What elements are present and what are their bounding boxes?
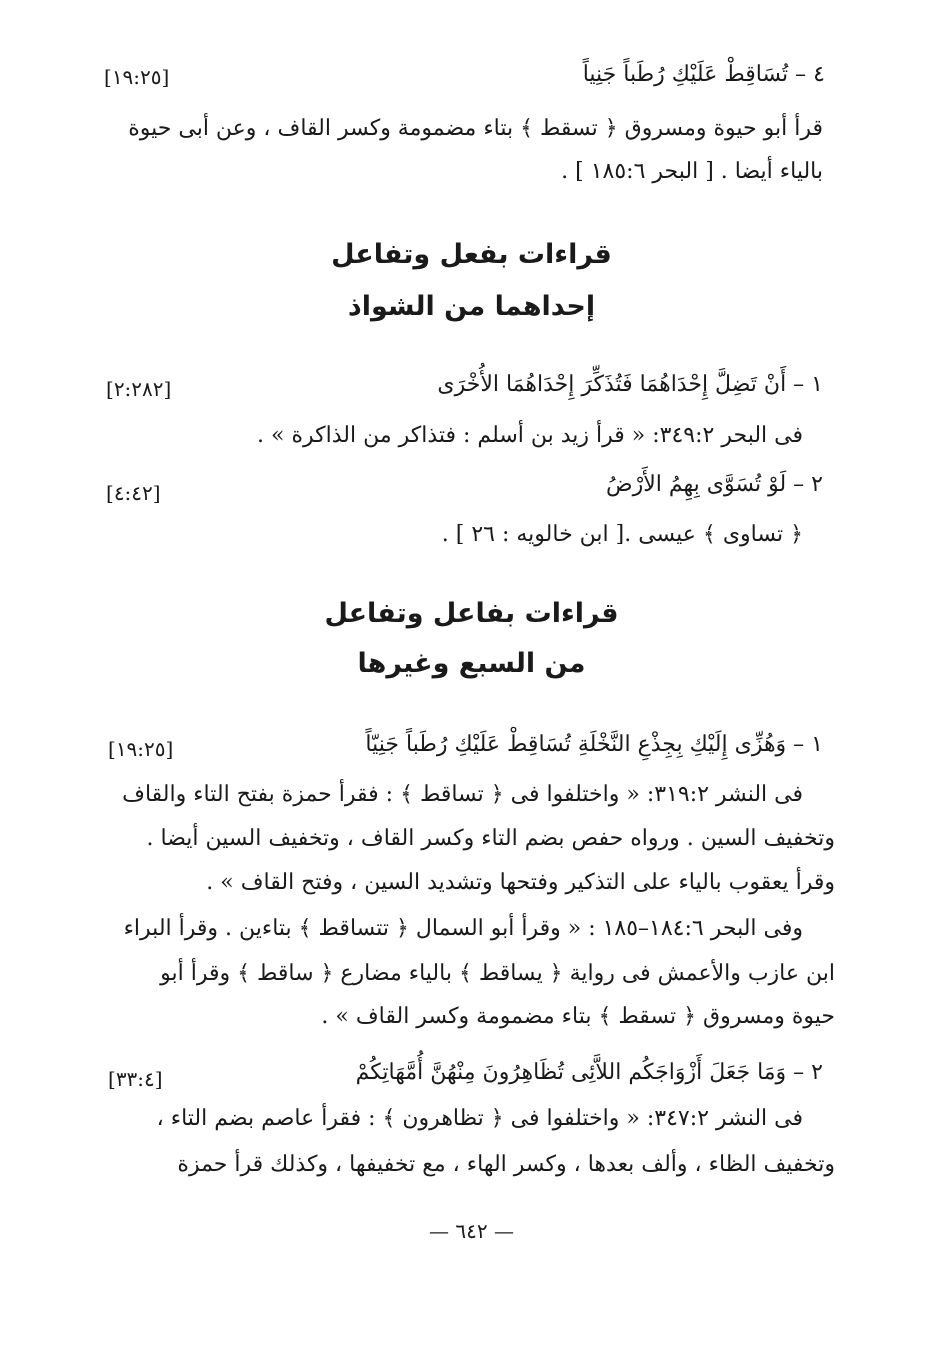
- verse-reference: [١٩:٢٥]: [108, 737, 174, 761]
- verse-reference: [١٩:٢٥]: [104, 65, 170, 89]
- section-title: قراءات بفعل وتفاعل: [331, 239, 612, 270]
- verse-line: ٢ – لَوْ تُسَوَّى بِهِمُ الأَرْضُ: [606, 472, 823, 497]
- commentary-line: وتخفيف الظاء ، وألف بعدها ، وكسر الهاء ، مع تخفيفها ، وكذلك قرأ حمزة: [177, 1152, 835, 1177]
- commentary-line: قرأ أبو حيوة ومسروق ﴿ تسقط ﴾ بتاء مضمومة وكسر القاف ، وعن أبى حيوة: [128, 116, 823, 141]
- commentary-line: فى النشر ٣١٩:٢: « واختلفوا فى ﴿ تساقط ﴾ : فقرأ حمزة بفتح التاء والقاف: [122, 782, 803, 807]
- commentary-line: ﴿ تساوى ﴾ عيسى .[ ابن خالويه : ٢٦ ] .: [441, 522, 803, 547]
- commentary-line: وتخفيف السين . ورواه حفص بضم التاء وكسر القاف ، وتخفيف السين أيضا .: [146, 826, 835, 851]
- commentary-line: ابن عازب والأعمش فى رواية ﴿ يساقط ﴾ بالياء مضارع ﴿ ساقط ﴾ وقرأ أبو: [160, 961, 835, 986]
- verse-line: ١ – أَنْ تَضِلَّ إِحْدَاهُمَا فَتُذَكِّرَ إِحْدَاهُمَا الأُخْرَى: [437, 372, 823, 397]
- verse-reference: [٤:٤٢]: [106, 481, 161, 505]
- commentary-line: بالياء أيضا . [ البحر ١٨٥:٦ ] .: [561, 159, 823, 184]
- section-title: قراءات بفاعل وتفاعل: [324, 598, 619, 629]
- verse-reference: [٢:٢٨٢]: [106, 377, 172, 401]
- verse-line: ٢ – وَمَا جَعَلَ أَزْوَاجَكُم اللاَّئِى تُظَاهِرُونَ مِنْهُنَّ أُمَّهَاتِكُمْ: [355, 1060, 823, 1085]
- section-subtitle: إحداهما من الشواذ: [347, 291, 596, 322]
- commentary-line: وقرأ يعقوب بالياء على التذكير وفتحها وتشديد السين ، وفتح القاف » .: [206, 870, 835, 895]
- verse-line: ١ – وَهُزِّى إِلَيْكِ بِجِذْعِ النَّخْلَةِ تُسَاقِطْ عَلَيْكِ رُطَباً جَنِيّاً: [365, 732, 823, 757]
- commentary-line: فى النشر ٣٤٧:٢: « واختلفوا فى ﴿ تظاهرون ﴾ : فقرأ عاصم بضم التاء ،: [156, 1106, 803, 1131]
- commentary-line: حيوة ومسروق ﴿ تسقط ﴾ بتاء مضمومة وكسر القاف » .: [321, 1004, 835, 1029]
- verse-reference: [٣٣:٤]: [108, 1067, 163, 1091]
- verse-line: ٤ – تُسَاقِطْ عَلَيْكِ رُطَباً جَنِياً: [582, 62, 825, 87]
- commentary-line: وفى البحر ١٨٤:٦–١٨٥ : « وقرأ أبو السمال ﴿ تتساقط ﴾ بتاءين . وقرأ البراء: [123, 916, 803, 941]
- section-subtitle: من السبع وغيرها: [357, 648, 586, 679]
- commentary-line: فى البحر ٣٤٩:٢: « قرأ زيد بن أسلم : فتذاكر من الذاكرة » .: [257, 423, 803, 448]
- page-number: — ٦٤٢ —: [429, 1219, 514, 1243]
